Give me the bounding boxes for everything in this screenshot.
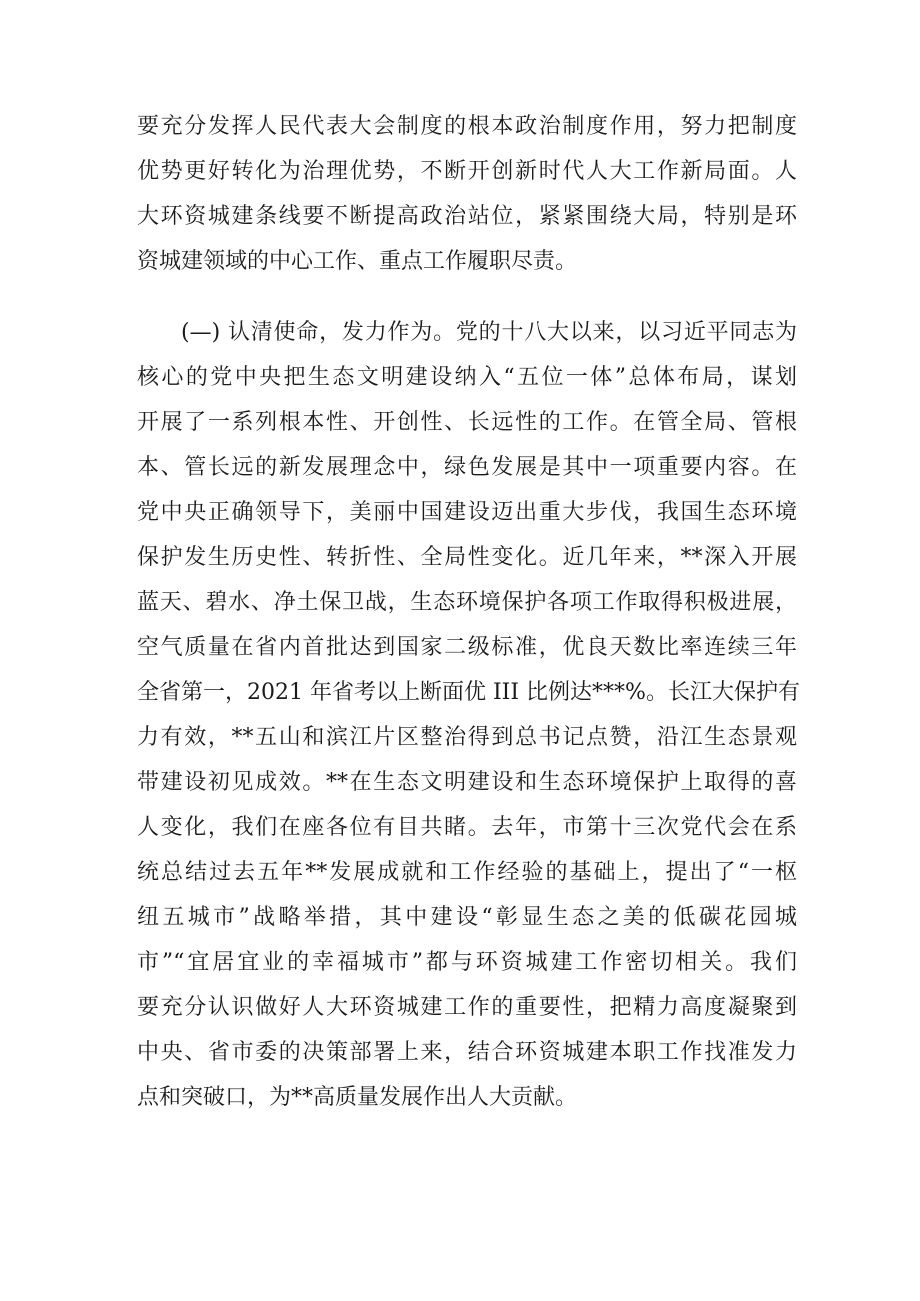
- paragraph-continuation: [137, 104, 797, 284]
- text-line: 纽五城市”战略举措，其中建设“彰显生态之美的低碳花园城: [137, 905, 797, 930]
- text-line: 要充分认识做好人大环资城建工作的重要性，把精力高度凝聚到: [137, 995, 797, 1020]
- text-line: 资城建领域的中心工作、重点工作履职尽责。: [137, 249, 578, 274]
- text-line: 统总结过去五年**发展成就和工作经验的基础上，提出了“一枢: [137, 860, 797, 885]
- text-line: 党中央正确领导下，美丽中国建设迈出重大步伐，我国生态环境: [137, 500, 797, 525]
- text-line: 人变化，我们在座各位有目共睹。去年，市第十三次党代会在系: [137, 815, 797, 840]
- text-line: 要充分发挥人民代表大会制度的根本政治制度作用，努力把制度: [137, 114, 797, 139]
- paragraph-mission: [137, 310, 800, 1120]
- text-line: 点和突破口，为**高质量发展作出人大贡献。: [137, 1085, 578, 1110]
- text-line: 开展了一系列根本性、开创性、长远性的工作。在管全局、管根: [137, 410, 797, 435]
- text-line: 大环资城建条线要不断提高政治站位，紧紧围绕大局，特别是环: [137, 204, 797, 229]
- text-line: 市”“宜居宜业的幸福城市”都与环资城建工作密切相关。我们: [137, 950, 797, 975]
- text-line: (—) 认清使命，发力作为。党的十八大以来，以习近平同志为: [181, 320, 797, 345]
- text-line: 全省第一，2021 年省考以上断面优 III 比例达***%。长江大保护有: [137, 680, 800, 705]
- text-line: 力有效，**五山和滨江片区整治得到总书记点赞，沿江生态景观: [137, 725, 797, 750]
- text-line: 带建设初见成效。**在生态文明建设和生态环境保护上取得的喜: [137, 770, 797, 795]
- text-line: 本、管长远的新发展理念中，绿色发展是其中一项重要内容。在: [137, 455, 797, 480]
- text-line: 核心的党中央把生态文明建设纳入“五位一体”总体布局，谋划: [137, 365, 797, 390]
- text-line: 蓝天、碧水、净土保卫战，生态环境保护各项工作取得积极进展，: [137, 590, 797, 615]
- text-line: 空气质量在省内首批达到国家二级标准，优良天数比率连续三年: [137, 635, 797, 660]
- text-line: 优势更好转化为治理优势，不断开创新时代人大工作新局面。人: [137, 159, 797, 184]
- text-line: 中央、省市委的决策部署上来，结合环资城建本职工作找准发力: [137, 1040, 797, 1065]
- text-line: 保护发生历史性、转折性、全局性变化。近几年来，**深入开展: [137, 545, 797, 570]
